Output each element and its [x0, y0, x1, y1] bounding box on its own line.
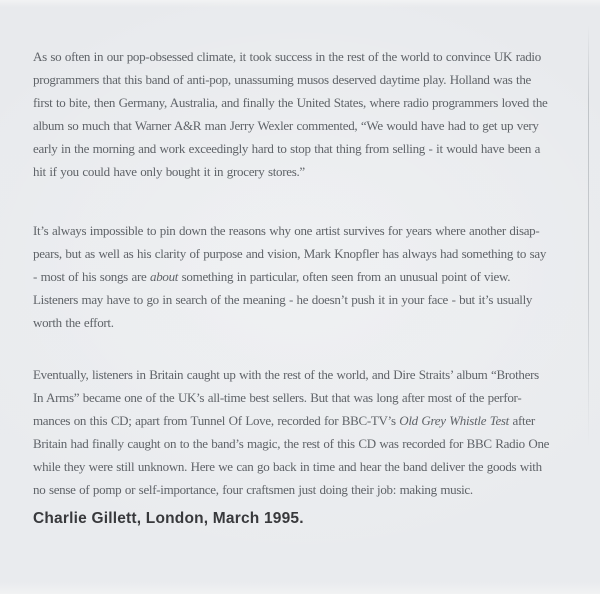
text-run: hit if you could have only bought it in grocery stores.”: [33, 164, 305, 179]
text-line: [33, 242, 573, 265]
text-run: after: [509, 413, 535, 428]
text-run: early in the morning and work exceedingly hard to stop that thing from selling - it would have been a: [33, 141, 541, 156]
text-run: Britain had finally caught on to the band’s magic, the rest of this CD was recorded for BBC Radio One: [33, 436, 550, 451]
text-run: mances on this CD; apart from Tunnel Of Love, recorded for BBC-TV’s: [33, 413, 400, 428]
paragraph-knopfler-songwriting: [33, 219, 573, 334]
text-line: [33, 363, 573, 386]
text-run: programmers that this band of anti-pop, unassuming musos deserved daytime play. Holland was the: [33, 72, 531, 87]
text-run: worth the effort.: [33, 315, 114, 330]
text-line: [33, 45, 573, 68]
text-line: [33, 114, 573, 137]
text-line: [33, 137, 573, 160]
text-line: [33, 455, 573, 478]
text-line: [33, 265, 573, 288]
author-signature: Charlie Gillett, London, March 1995.: [33, 510, 304, 527]
paragraph-radio-success: [33, 45, 573, 183]
text-run: no sense of pomp or self-importance, four craftsmen just doing their job: making music.: [33, 482, 473, 497]
text-run: Listeners may have to go in search of the meaning - he doesn’t push it in your face - but it’s usually: [33, 292, 533, 307]
text-run: Eventually, listeners in Britain caught up with the rest of the world, and Dire Straits’ album “Brothers: [33, 367, 539, 382]
text-run: As so often in our pop-obsessed climate, it took success in the rest of the world to convince UK radio: [33, 49, 541, 64]
text-run: album so much that Warner A&R man Jerry Wexler commented, “We would have had to get up very: [33, 118, 539, 133]
text-run: first to bite, then Germany, Australia, and finally the United States, where radio programmers loved the: [33, 95, 548, 110]
text-line: [33, 409, 573, 432]
text-line: [33, 311, 573, 334]
text-line: [33, 432, 573, 455]
text-run: It’s always impossible to pin down the reasons why one artist survives for years where another disap-: [33, 223, 540, 238]
text-line: [33, 219, 573, 242]
text-line: [33, 386, 573, 409]
paragraph-brothers-in-arms: [33, 363, 573, 501]
text-run: pears, but as well as his clarity of purpose and vision, Mark Knopfler has always had something to say: [33, 246, 547, 261]
text-run: something in particular, often seen from an unusual point of view.: [178, 269, 511, 284]
text-line: [33, 478, 573, 501]
text-line: [33, 160, 573, 183]
text-run: while they were still unknown. Here we can go back in time and hear the band deliver the goods with: [33, 459, 542, 474]
text-run: - most of his songs are: [33, 269, 150, 284]
italic-text-run: about: [150, 269, 179, 284]
italic-text-run: Old Grey Whistle Test: [399, 413, 509, 428]
text-line: [33, 68, 573, 91]
text-run: In Arms” became one of the UK’s all-time best sellers. But that was long after most of the perfor-: [33, 390, 522, 405]
text-line: [33, 288, 573, 311]
text-line: [33, 91, 573, 114]
scan-edge-line: [588, 25, 589, 445]
